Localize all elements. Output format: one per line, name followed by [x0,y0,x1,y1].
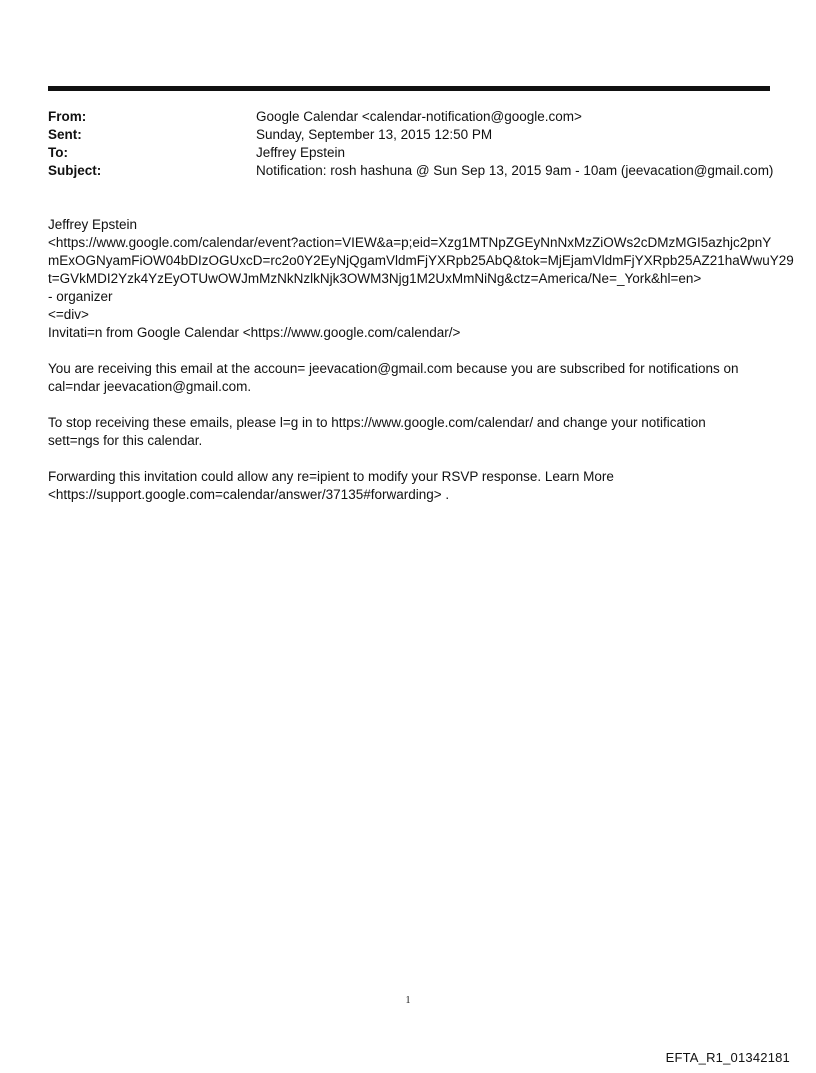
organizer-role: - organizer [48,289,113,304]
div-tag-text: <=div> [48,307,89,322]
receiving-paragraph [48,360,778,396]
forward-line-2: <https://support.google.com=calendar/answer/37135#forwarding> . [48,487,450,502]
organizer-block [48,216,794,342]
organizer-link-line-3: t=GVkMDI2Yzk4YzEyOTUwOWJmMzNkNzlkNjk3OWM3Njg1M2UxMmNiNg&ctz=America/Ne=_York&hl=en> [48,271,702,286]
forward-line-1: Forwarding this invitation could allow any re=ipient to modify your RSVP response. Learn More [48,469,614,484]
sent-value: Sunday, September 13, 2015 12:50 PM [256,127,493,142]
from-label: From: [48,109,87,124]
invitation-line: Invitati=n from Google Calendar <https://www.google.com/calendar/> [48,325,461,340]
to-value: Jeffrey Epstein [256,145,346,160]
subject-value: Notification: rosh hashuna @ Sun Sep 13, 2015 9am - 10am (jeevacation@gmail.com) [256,163,774,178]
receiving-line-1: You are receiving this email at the accoun= jeevacation@gmail.com because you are subscribed for notifications on [48,361,739,376]
organizer-name: Jeffrey Epstein [48,217,138,232]
page-number: 1 [405,995,411,1006]
subject-label: Subject: [48,163,102,178]
organizer-link-line-2: mExOGNyamFiOW04bDIzOGUxcD=rc2o0Y2EyNjQgamVldmFjYXRpb25AbQ&tok=MjEjamVldmFjYXRpb25AZ21haWwuY29 [48,253,794,268]
header-divider [48,86,770,91]
forwarding-paragraph [48,468,778,504]
to-label: To: [48,145,68,160]
stop-line-1: To stop receiving these emails, please l=g in to https://www.google.com/calendar/ and change your notification [48,415,706,430]
receiving-line-2: cal=ndar jeevacation@gmail.com. [48,379,252,394]
organizer-link-line-1: <https://www.google.com/calendar/event?action=VIEW&a=p;eid=Xzg1MTNpZGEyNnNxMzZiOWs2cDMzMGI5azhjc2pnY [48,235,772,250]
from-value: Google Calendar <calendar-notification@google.com> [256,109,582,124]
document-id: EFTA_R1_01342181 [665,1050,790,1065]
stop-paragraph [48,414,778,450]
stop-line-2: sett=ngs for this calendar. [48,433,203,448]
sent-label: Sent: [48,127,82,142]
